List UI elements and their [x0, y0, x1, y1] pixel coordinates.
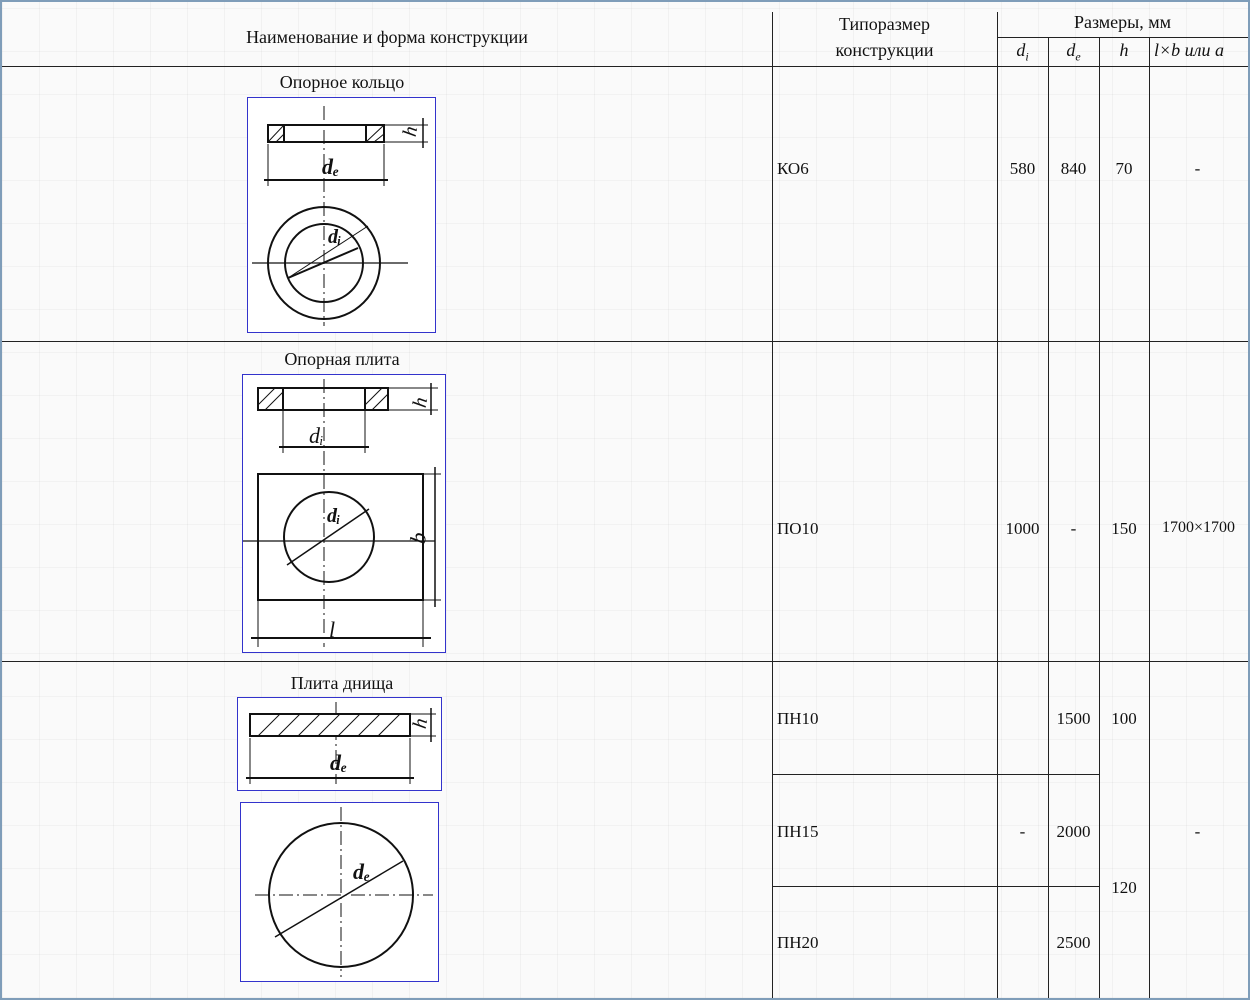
col-divider-name	[772, 12, 773, 998]
bottom-label-de-plan: dₑ	[353, 859, 371, 884]
header-lxb: l×b или a	[1154, 40, 1224, 60]
bottom-label-h: h	[408, 716, 433, 731]
sizes-subheader-line	[997, 37, 1248, 38]
header-h: h	[1119, 40, 1129, 60]
plate-label-b: b	[404, 530, 432, 546]
row-po10-type: ПО10	[777, 519, 819, 538]
row-po10-h: 150	[1111, 519, 1137, 538]
row-pn15-bottom-line	[772, 886, 1099, 887]
row-pn20-type: ПН20	[777, 933, 819, 952]
header-type-line2: конструкции	[835, 40, 934, 60]
row-pn20-de: 2500	[1056, 933, 1091, 952]
plate-label-di-circle: dᵢ	[327, 505, 341, 527]
row-ko6-type: КО6	[777, 159, 809, 178]
row-pn10-bottom-line	[772, 774, 1099, 775]
section-1-bottom-line	[2, 341, 1248, 342]
plate-label-l: l	[329, 617, 336, 642]
row-pn10-type: ПН10	[777, 709, 819, 728]
row-ko6-h: 70	[1115, 159, 1133, 178]
merged-lb-value: -	[1194, 822, 1201, 841]
section-title-ring: Опорное кольцо	[279, 72, 405, 92]
header-type-line1: Типоразмер	[838, 14, 931, 34]
row-pn10-de: 1500	[1056, 709, 1091, 728]
header-di	[997, 40, 1048, 65]
header-di-letter: d	[1016, 40, 1026, 60]
header-de-letter: d	[1066, 40, 1076, 60]
col-divider-h	[1149, 38, 1150, 998]
plate-drawing	[242, 374, 446, 653]
row-ko6-de: 840	[1060, 159, 1087, 178]
row-pn10-h: 100	[1111, 709, 1137, 728]
header-de	[1048, 40, 1099, 65]
ring-label-h: h	[398, 124, 423, 139]
ring-label-di: dᵢ	[328, 226, 342, 248]
plate-label-di-top: dᵢ	[309, 423, 324, 448]
plate-label-h: h	[408, 395, 433, 410]
row-po10-di: 1000	[1005, 519, 1040, 538]
bottom-label-de-side: dₑ	[330, 750, 348, 775]
row-pn15-de: 2000	[1056, 822, 1091, 841]
row-ko6-di: 580	[1009, 159, 1036, 178]
bottom-plate-side-drawing	[237, 697, 442, 791]
header-sizes-title: Размеры, мм	[1073, 12, 1172, 32]
col-divider-de	[1099, 38, 1100, 998]
row-pn15-type: ПН15	[777, 822, 819, 841]
section-2-bottom-line	[2, 661, 1248, 662]
merged-h-value: 120	[1111, 878, 1137, 897]
section-title-bottom-plate: Плита днища	[290, 673, 394, 693]
row-po10-lb: 1700×1700	[1161, 519, 1236, 536]
col-divider-di	[1048, 38, 1049, 998]
ring-drawing	[247, 97, 436, 333]
header-de-sub: e	[1075, 49, 1081, 64]
row-po10-de: -	[1070, 519, 1077, 538]
header-bottom-line	[2, 66, 1248, 67]
row-ko6-lb: -	[1194, 159, 1201, 178]
ring-label-de: dₑ	[322, 154, 340, 179]
merged-di-value: -	[1019, 822, 1026, 841]
section-title-plate: Опорная плита	[284, 349, 400, 369]
header-di-sub: i	[1025, 49, 1029, 64]
header-name-column: Наименование и форма конструкции	[246, 27, 528, 47]
bottom-plate-plan-drawing	[240, 802, 439, 982]
